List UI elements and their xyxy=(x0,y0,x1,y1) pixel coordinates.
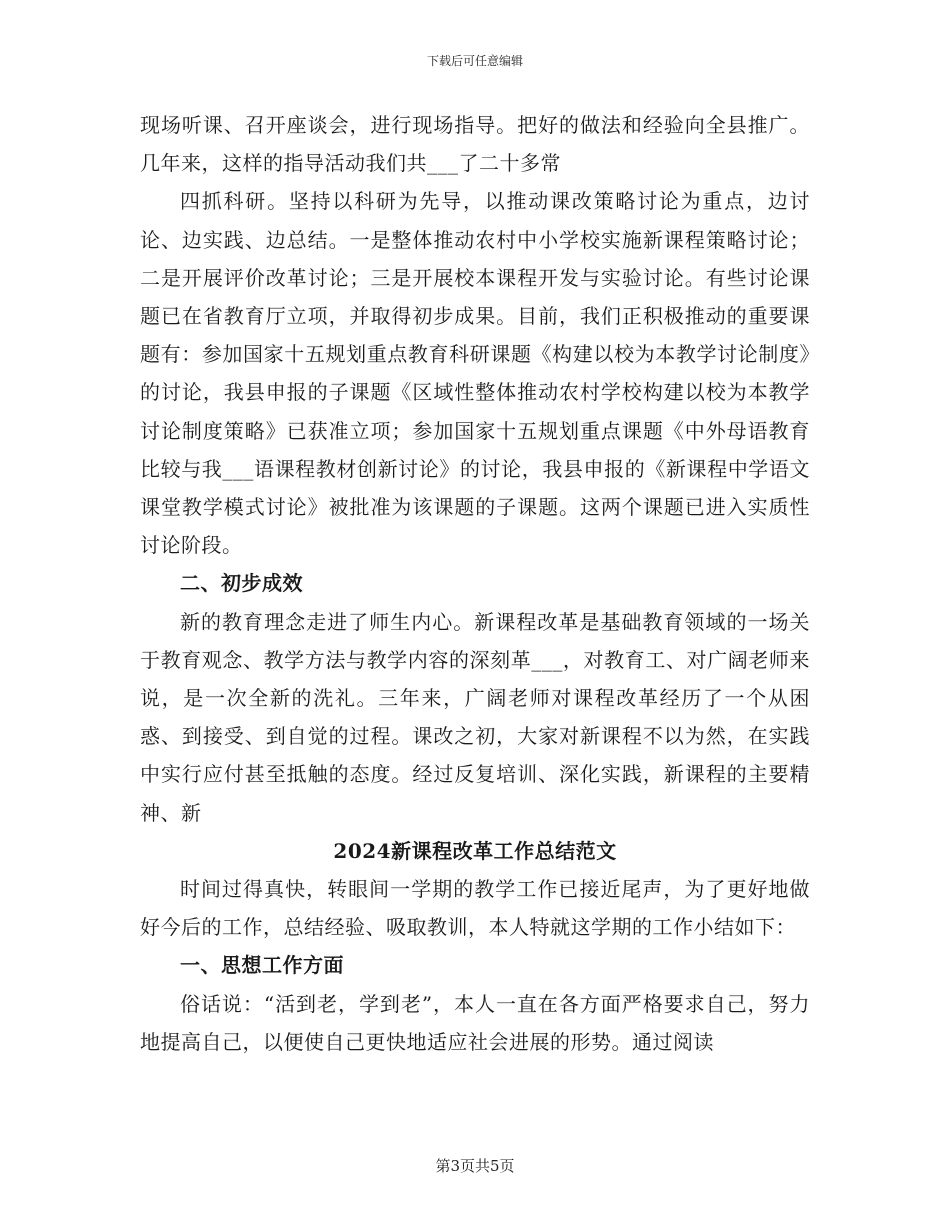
document-body xyxy=(140,106,810,1061)
section-heading-initial-results: 二、初步成效 xyxy=(180,571,303,596)
paragraph-new-concepts: 新的教育理念走进了师生内心。新课程改革是基础教育领域的一场关于教育观念、教学方法与教学内容的深刻革___，对教育工、对广阔老师来说，是一次全新的洗礼。三年来，广阔老师对课程改革经历了一个从困惑、到接受、到自觉的过程。课改之初，大家对新课程不以为然，在实践中实行应付甚至抵触的态度。经过反复培训、深化实践，新课程的主要精神、新 xyxy=(140,609,810,825)
paragraph-research: 四抓科研。坚持以科研为先导，以推动课改策略讨论为重点，边讨论、边实践、边总结。一是整体推动农村中小学校实施新课程策略讨论；二是开展评价改革讨论；三是开展校本课程开发与实验讨论。有些讨论课题已在省教育厅立项，并取得初步成果。目前，我们正积极推动的重要课题有：参加国家十五规划重点教育科研课题《构建以校为本教学讨论制度》的讨论，我县申报的子课题《区域性整体推动农村学校构建以校为本教学讨论制度策略》已获准立项；参加国家十五规划重点课题《中外母语教育比较与我___语课程教材创新讨论》的讨论，我县申报的《新课程中学语文课堂教学模式讨论》被批准为该课题的子课题。这两个课题已进入实质性讨论阶段。 xyxy=(140,189,810,558)
paragraph-intro: 时间过得真快，转眼间一学期的教学工作已接近尾声，为了更好地做好今后的工作，总结经验、吸取教训，本人特就这学期的工作小结如下： xyxy=(140,877,810,940)
paragraph-lifelong-learning: 俗话说：“活到老，学到老”，本人一直在各方面严格要求自己，努力地提高自己，以便使自己更快地适应社会进展的形势。通过阅读 xyxy=(140,991,810,1054)
page-header: 下载后可任意编辑 xyxy=(426,54,523,68)
section-heading-ideology: 一、思想工作方面 xyxy=(180,953,344,978)
paragraph-onsite-guidance: 现场听课、召开座谈会，进行现场指导。把好的做法和经验向全县推广。几年来，这样的指导活动我们共___了二十多常 xyxy=(140,113,810,176)
page-footer: 第3页共5页 xyxy=(435,1157,515,1175)
document-title: 2024新课程改革工作总结范文 xyxy=(333,838,617,863)
